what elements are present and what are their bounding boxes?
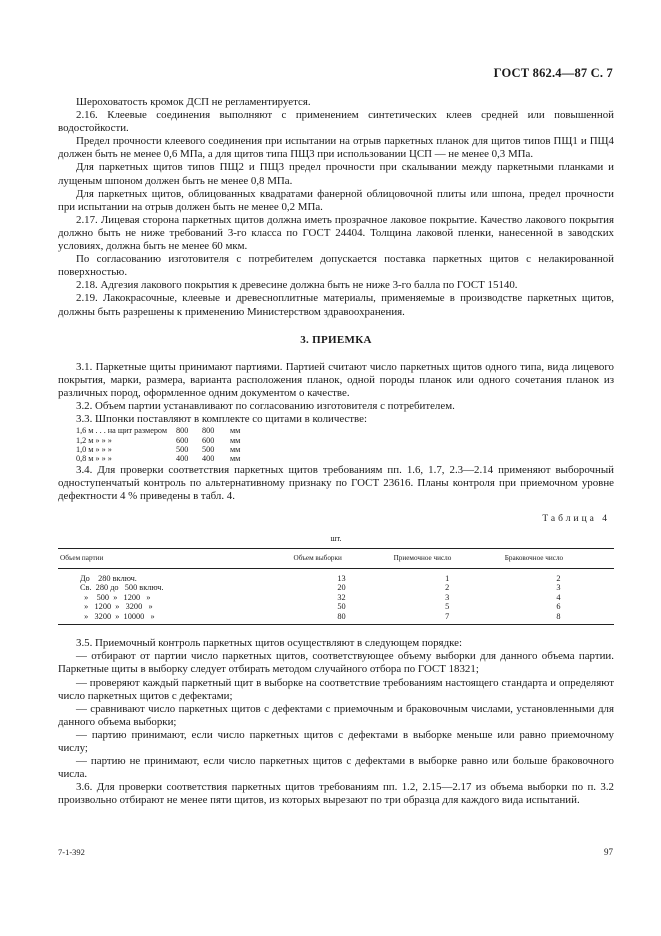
print-code: 7-1-392 — [58, 847, 85, 857]
table-unit: шт. — [330, 534, 342, 544]
table-row — [58, 612, 614, 625]
kit-row — [76, 426, 614, 435]
table-row — [58, 583, 614, 593]
kit-length: 1,6 м . . . на щит размером — [76, 426, 168, 436]
kit-width: 800 — [176, 426, 189, 436]
paragraph: 3.4. Для проверки соответствия паркетных щитов требованиям пп. 1.6, 1.7, 2.3—2.14 применяют выборочный одноступенчатый контроль по альтернативному признаку по ГОСТ 23616. Планы контроля при приемочном уровне дефектности 4 % приведены в табл. 4. — [58, 463, 614, 502]
cell-lot-size: » 3200 » 10000 » — [58, 612, 292, 625]
cell-rejection-number: 3 — [556, 583, 561, 593]
kit-length: 1,2 м » » » — [76, 435, 112, 445]
cell-acceptance-number: 2 — [445, 583, 450, 593]
cell-sample-size: 32 — [337, 592, 346, 602]
kit-height: 600 — [202, 435, 215, 445]
kit-unit: мм — [230, 454, 241, 464]
paragraph: — партию не принимают, если число паркетных щитов с дефектами в выборке равно или больше браковочного числа. — [58, 755, 614, 781]
cell-acceptance-number: 1 — [445, 573, 450, 583]
kit-unit: мм — [230, 444, 241, 454]
paragraph: — сравнивают число паркетных щитов с дефектами с приемочным и браковочным числами, установленными для данного объема выборки; — [58, 702, 614, 728]
kit-height: 400 — [202, 454, 215, 464]
cell-rejection-number: 6 — [556, 602, 561, 612]
cell-lot-size: » 1200 » 3200 » — [80, 602, 153, 612]
paragraph: Для паркетных щитов, облицованных квадратами фанерной облицовочной плиты или шпона, предел прочности при испытании на отрыв должен быть не менее 0,2 МПа. — [58, 187, 614, 213]
cell-lot-size: Св. 280 до 500 включ. — [80, 583, 164, 593]
cell-sample-size: 13 — [337, 573, 346, 583]
paragraph: — проверяют каждый паркетный щит в выборке на соответствие требованиям настоящего стандарта и определяют число паркетных щитов с дефектами; — [58, 676, 614, 702]
cell-acceptance-number: 7 — [392, 612, 503, 625]
paragraph: 3.3. Шпонки поставляют в комплекте со щитами в количестве: — [76, 413, 367, 426]
kit-height: 500 — [202, 444, 215, 454]
paragraph: 2.19. Лакокрасочные, клеевые и древесноплитные материалы, применяемые в производстве паркетных щитов, должны быть разрешены к применению Министерством здравоохранения. — [58, 292, 614, 318]
column-header-lot-size: Объем партии — [58, 549, 292, 569]
sampling-plan-table — [58, 548, 614, 625]
cell-rejection-number: 2 — [556, 573, 561, 583]
kit-width: 400 — [176, 454, 189, 464]
document-body — [58, 96, 614, 807]
table-row — [58, 602, 614, 612]
key-kit-list — [76, 426, 614, 464]
kit-height: 800 — [202, 426, 215, 436]
table-caption: Таблица 4 — [542, 514, 610, 525]
spacer — [58, 625, 614, 637]
cell-sample-size: 80 — [292, 612, 392, 625]
kit-unit: мм — [230, 426, 241, 436]
kit-width: 600 — [176, 435, 189, 445]
cell-lot-size: До 280 включ. — [80, 573, 137, 583]
cell-acceptance-number: 5 — [445, 602, 450, 612]
table-row — [58, 568, 614, 583]
paragraph: Предел прочности клеевого соединения при испытании на отрыв паркетных планок для щитов типов ПЩ1 и ПЩ4 должен быть не менее 0,6 МПа, а для щитов типа ПЩ3 при использовании ЦСП — не менее 0,3 МПа. — [58, 135, 614, 161]
kit-row — [76, 445, 614, 454]
page-number: 97 — [604, 847, 613, 857]
paragraph: По согласованию изготовителя с потребителем допускается поставка паркетных щитов с нелакированной поверхностью. — [58, 253, 614, 279]
table-header-row — [58, 549, 614, 569]
kit-unit: мм — [230, 435, 241, 445]
table-row — [58, 593, 614, 603]
column-header-sample-size: Объем выборки — [292, 549, 392, 569]
cell-lot-size: » 500 » 1200 » — [80, 592, 151, 602]
paragraph: 3.1. Паркетные щиты принимают партиями. Партией считают число паркетных щитов одного типа, вида лицевого покрытия, марки, размера, варианта расположения планок, одной породы планок или одного сочетания планок из различных пород, оформленное одним документом о качестве. — [58, 360, 614, 399]
kit-length: 0,8 м » » » — [76, 454, 112, 464]
cell-rejection-number: 4 — [556, 592, 561, 602]
kit-row — [76, 454, 614, 463]
paragraph: — отбирают от партии число паркетных щитов, соответствующее объему выборки для данного объема партии. Паркетные щиты в выборку следует отбирать методом случайного отбора по ГОСТ 18321; — [58, 650, 614, 676]
kit-width: 500 — [176, 444, 189, 454]
kit-length: 1,0 м » » » — [76, 444, 112, 454]
paragraph: — партию принимают, если число паркетных щитов с дефектами в выборке меньше или равно приемочному числу; — [58, 728, 614, 754]
paragraph: 3.2. Объем партии устанавливают по согласованию изготовителя с потребителем. — [76, 399, 455, 412]
cell-acceptance-number: 3 — [445, 592, 450, 602]
column-header-acceptance-number: Приемочное число — [392, 549, 503, 569]
cell-sample-size: 20 — [337, 583, 346, 593]
kit-row — [76, 436, 614, 445]
section-title: 3. ПРИЕМКА — [300, 333, 372, 346]
paragraph: Для паркетных щитов типов ПЩ2 и ПЩ3 предел прочности при скалывании между паркетными планками и лущеным шпоном должен быть не менее 0,8 МПа. — [58, 161, 614, 187]
cell-sample-size: 50 — [337, 602, 346, 612]
paragraph: 2.16. Клеевые соединения выполняют с применением синтетических клеев средней или повышенной водостойкости. — [58, 109, 614, 135]
cell-rejection-number: 8 — [503, 612, 614, 625]
paragraph: 3.6. Для проверки соответствия паркетных щитов требованиям пп. 1.2, 2.15—2.17 из объема выборки по п. 3.2 произвольно отбирают не менее пяти щитов, из которых вырезают по три образца для каждого вида испытаний. — [58, 781, 614, 807]
standard-reference: ГОСТ 862.4—87 С. 7 — [493, 66, 613, 80]
paragraph: 3.5. Приемочный контроль паркетных щитов осуществляют в следующем порядке: — [76, 637, 462, 650]
paragraph: 2.18. Адгезия лакового покрытия к древесине должна быть не ниже 3-го балла по ГОСТ 15140. — [76, 279, 518, 292]
paragraph: Шероховатость кромок ДСП не регламентируется. — [76, 96, 311, 108]
column-header-rejection-number: Браковочное число — [503, 549, 614, 569]
paragraph: 2.17. Лицевая сторона паркетных щитов должна иметь прозрачное лаковое покрытие. Качество лакового покрытия должно быть не ниже требований 3-го класса по ГОСТ 24404. Толщина лаковой пленки, нанесенной в заводских условиях, должна быть не менее 60 мкм. — [58, 213, 614, 253]
